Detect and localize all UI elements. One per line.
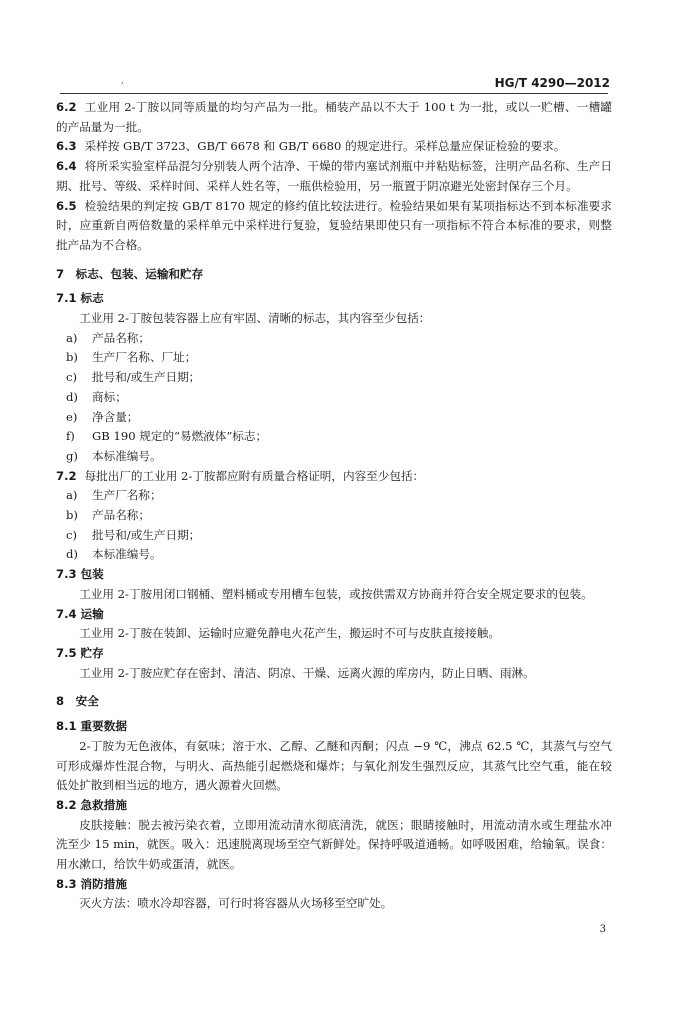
clause-number: 7.1 [56, 291, 77, 306]
section-7-heading: 7 标志、包装、运输和贮存 [56, 266, 204, 281]
list-item [56, 506, 612, 526]
clause-number: 8.2 [56, 797, 77, 812]
page-number: 3 [599, 924, 606, 935]
clause-number: 8.3 [56, 876, 77, 891]
clause-text: 工业用 2-丁胺以同等质量的均匀产品为一批。桶装产品以不大于 100 t 为一批，或以一贮槽、一槽罐的产品量为一批。 [56, 100, 612, 134]
clause-number: 8.1 [56, 719, 77, 734]
list-item [56, 348, 612, 368]
clause-number: 7.4 [56, 606, 77, 621]
clause-7-5-heading [56, 644, 612, 664]
clause-7-3-heading [56, 565, 612, 585]
clause-7-4-heading [56, 605, 612, 625]
clause-title: 急救措施 [80, 797, 127, 812]
list-label: a) [66, 330, 78, 345]
list-text: 本标准编号。 [92, 448, 162, 463]
list-item [56, 526, 612, 546]
list-label: d) [66, 389, 78, 404]
clause-text: 采样按 GB/T 3723、GB/T 6678 和 GB/T 6680 的规定进行。采样总量应保证检验的要求。 [84, 139, 566, 154]
list-text: 生产厂名称、厂址； [92, 350, 197, 365]
clause-title: 运输 [80, 606, 104, 621]
list-text: 批号和/或生产日期； [92, 527, 201, 542]
list-label: f) [66, 429, 75, 444]
clause-6-3 [56, 137, 612, 157]
certificate-list [56, 486, 612, 565]
clause-text: 每批出厂的工业用 2-丁胺都应附有质量合格证明，内容至少包括： [84, 468, 425, 483]
clause-6-5 [56, 197, 612, 256]
list-label: a) [66, 488, 78, 503]
clause-8-1-text: 2-丁胺为无色液体，有氨味；溶于水、乙醇、乙醚和丙酮；闪点 −9 ℃，沸点 62.5 ℃，其蒸气与空气可形成爆炸性混合物，与明火、高热能引起燃烧和爆炸；与氧化剂发生强烈反应，其蒸气比空气重，能在较低处扩散到相当远的地方，遇火源着火回燃。 [56, 738, 612, 793]
clause-7-4-text: 工业用 2-丁胺在装卸、运输时应避免静电火花产生，搬运时不可与皮肤直接接触。 [79, 626, 500, 641]
list-label: c) [66, 527, 78, 542]
list-item [56, 368, 612, 388]
list-label: d) [66, 547, 78, 562]
list-item [56, 486, 612, 506]
clause-number: 7.5 [56, 645, 77, 660]
list-item [56, 329, 612, 349]
clause-8-3-heading [56, 875, 612, 895]
clause-title: 消防措施 [80, 876, 127, 891]
list-text: GB 190 规定的“易燃液体”标志； [92, 429, 268, 444]
list-text: 批号和/或生产日期； [92, 370, 201, 385]
section-8-heading: 8 安全 [56, 694, 99, 709]
list-text: 生产厂名称； [92, 488, 162, 503]
clause-7-2 [56, 467, 612, 487]
standard-code: HG/T 4290—2012 [494, 76, 610, 90]
list-label: b) [66, 350, 78, 365]
list-text: 商标； [92, 389, 127, 404]
list-item [56, 427, 612, 447]
marking-list [56, 329, 612, 467]
clause-text: 将所采实验室样品混匀分别装人两个洁净、干燥的带内塞试剂瓶中并粘贴标签，注明产品名称、生产日期、批号、等级、采样时间、采样人姓名等，一瓶供检验用，另一瓶置于阴凉避光处密封保存三个月。 [56, 159, 612, 193]
clause-8-1-heading [56, 717, 612, 737]
header-rule [60, 93, 608, 94]
clause-number: 6.2 [56, 100, 77, 114]
list-text: 产品名称； [92, 508, 150, 523]
clause-7-1-heading [56, 289, 612, 309]
clause-7-1-intro: 工业用 2-丁胺包装容器上应有牢固、清晰的标志，其内容至少包括： [79, 311, 431, 326]
list-item [56, 408, 612, 428]
list-label: g) [66, 448, 78, 463]
list-item [56, 447, 612, 467]
list-label: e) [66, 409, 78, 424]
clause-number: 6.5 [56, 198, 77, 213]
clause-7-5-text: 工业用 2-丁胺应贮存在密封、清洁、阴凉、干燥、远离火源的库房内，防止日晒、雨淋。 [79, 665, 535, 680]
clause-8-2-text: 皮肤接触：脱去被污染衣着，立即用流动清水彻底清洗，就医；眼睛接触时，用流动清水或生理盐水冲洗至少 15 min，就医。吸入：迅速脱离现场至空气新鲜处。保持呼吸道通畅。如呼吸困难，给输氧。误食：用水漱口，给饮牛奶或蛋清，就医。 [56, 817, 612, 872]
list-text: 本标准编号。 [92, 547, 162, 562]
list-label: b) [66, 508, 78, 523]
stray-mark: , [121, 76, 124, 86]
list-text: 净含量； [92, 409, 139, 424]
clause-number: 7.3 [56, 567, 77, 582]
list-item [56, 388, 612, 408]
clause-text: 检验结果的判定按 GB/T 8170 规定的修约值比较法进行。检验结果如果有某项指标达不到本标准要求时，应重新自两倍数量的采样单元中采样进行复验，复验结果即使只有一项指标不符合本标准的要求，则整批产品为不合格。 [56, 198, 612, 252]
clause-6-2 [56, 98, 612, 137]
clause-title: 重要数据 [80, 719, 127, 734]
document-body [56, 98, 612, 914]
list-item [56, 545, 612, 565]
clause-title: 标志 [80, 291, 104, 306]
clause-number: 6.3 [56, 139, 77, 154]
clause-8-3-text: 灭火方法：喷水冷却容器，可行时将容器从火场移至空旷处。 [79, 896, 393, 911]
clause-6-4 [56, 157, 612, 196]
clause-title: 贮存 [80, 645, 104, 660]
clause-8-2-heading [56, 796, 612, 816]
clause-7-3-text: 工业用 2-丁胺用闭口钢桶、塑料桶或专用槽车包装，或按供需双方协商并符合安全规定要求的包装。 [79, 586, 593, 601]
clause-number: 7.2 [56, 468, 77, 483]
list-label: c) [66, 370, 78, 385]
clause-number: 6.4 [56, 159, 77, 174]
clause-title: 包装 [80, 567, 104, 582]
list-text: 产品名称； [92, 330, 150, 345]
